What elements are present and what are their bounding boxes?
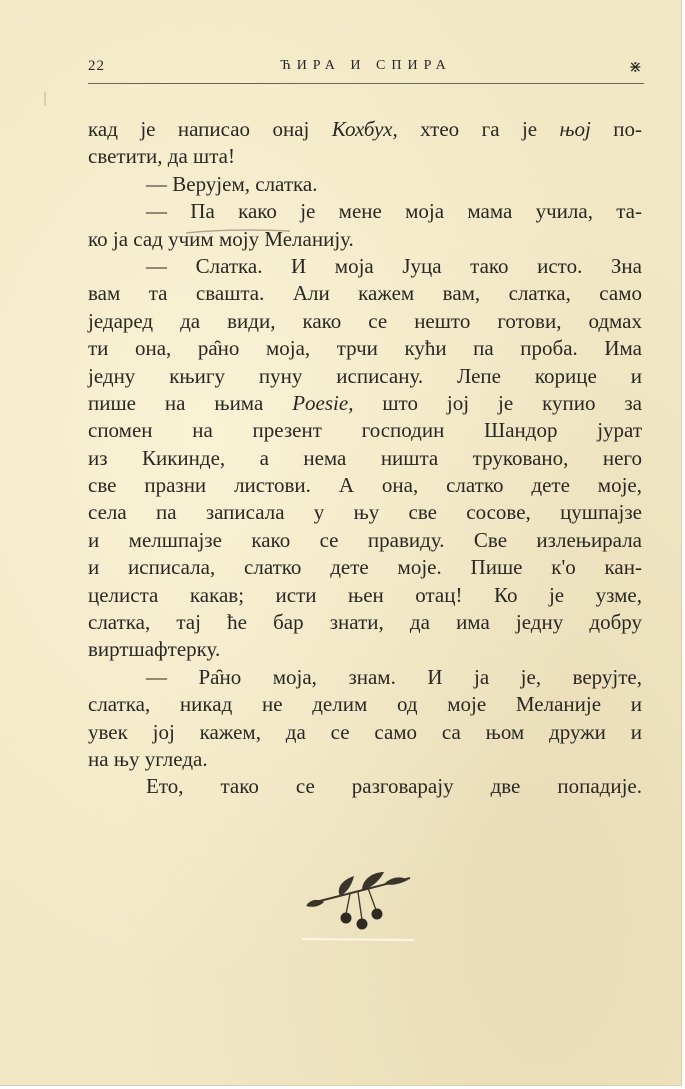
body-text [88, 116, 642, 801]
asterism-ornament-icon: ⋇ [628, 59, 642, 76]
text-line: — Верујем, слатка. [146, 171, 318, 196]
text-line: слатка, тај ће бар знати, да има једну добру [88, 610, 642, 635]
text-line: ко ја сад учим моју Меланију. [88, 226, 354, 251]
pencil-underline-mark [184, 226, 294, 236]
text-line: вам та свашта. Али кажем вам, слатка, само [88, 281, 642, 306]
text-line: на њу угледа. [88, 746, 208, 771]
text-line: — Па како је мене моја мама учила, та- [146, 199, 642, 224]
text-line: и исписала, слатко дете моје. Пише к'о кан- [88, 555, 642, 580]
text-line: кад је написао онај Кохбух, хтео га је њој по- [88, 117, 642, 141]
text-line: све празни листови. А она, слатко дете моје, [88, 473, 642, 498]
text-line: — Слатка. И моја Јуца тако исто. Зна [146, 253, 642, 278]
text-line: светити, да шта! [88, 144, 235, 169]
text-line: — Ра̑но моја, знам. И ја је, верујте, [146, 664, 642, 689]
text-line: једаред да види, како се нешто готови, одмах [88, 308, 642, 333]
margin-mark [44, 92, 46, 106]
text-line: Ето, тако се разговарају две попадије. [146, 774, 642, 799]
text-line: једну књигу пуну исписану. Лепе корице и [88, 363, 642, 388]
text-line: виртшафтерку. [88, 637, 221, 662]
text-line: целиста какав; исти њен отац! Ко је узме, [88, 582, 642, 607]
cherry-branch-vignette-icon [302, 862, 418, 942]
text-line: ти она, ра̑но моја, трчи кући па проба. Има [88, 336, 642, 361]
running-title: ЋИРА И СПИРА [280, 58, 452, 73]
text-line: пише на њима Poesie, што јој је купио за [88, 390, 642, 415]
text-line: и мелшпајзе како се правиду. Све излењирала [88, 527, 642, 552]
text-line: спомен на презент господин Шандор јурат [88, 418, 642, 443]
header-rule [88, 83, 644, 84]
running-head [88, 58, 644, 80]
page-number: 22 [88, 58, 105, 74]
text-line: слатка, никад не делим од моје Меланије и [88, 692, 642, 717]
text-line: увек јој кажем, да се само са њом дружи и [88, 719, 642, 744]
text-line: из Кикинде, а нема ништа труковано, него [88, 445, 642, 470]
text-line: села па записала у њу све сосове, цушпајзе [88, 500, 642, 525]
